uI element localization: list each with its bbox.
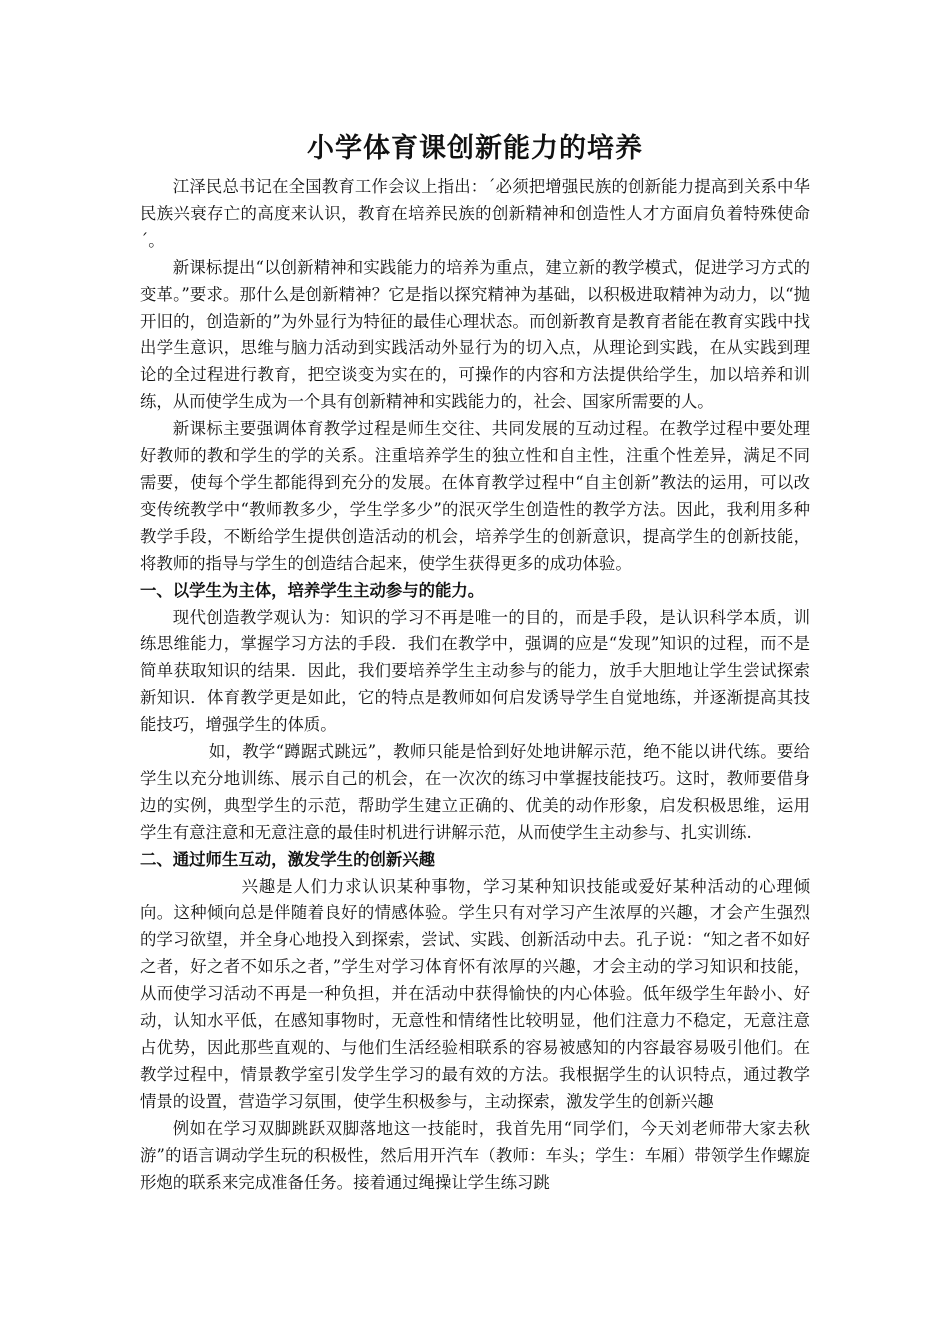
document-title: 小学体育课创新能力的培养: [307, 133, 643, 164]
paragraph-interaction-process: 新课标主要强调体育教学过程是师生交往、共同发展的互动过程。在教学过程中要处理好教师的教和学生的学的关系。注重培养学生的独立性和自主性，注重个性差异，满足不同需要，使每个学生都能得到充分的发展。在体育教学过程中“自主创新”教法的运用，可以改变传统教学中“教师教多少，学生学多少”的泯灭学生创造性的教学方法。因此，我利用多种教学手段，不断给学生提供创造活动的机会，培养学生的创新意识，提高学生的创新技能，将教师的指导与学生的创造结合起来，使学生获得更多的成功体验。: [140, 419, 810, 573]
paragraph-section2-interest: 兴趣是人们力求认识某种事物，学习某种知识技能或爱好某种活动的心理倾向。这种倾向总是伴随着良好的情感体验。学生只有对学习产生浓厚的兴趣，才会产生强烈的学习欲望，并全身心地投入到探索，尝试、实践、创新活动中去。孔子说：“知之者不如好之者，好之者不如乐之者，”学生对学习体育怀有浓厚的兴趣，才会主动的学习知识和技能，从而使学习活动不再是一种负担，并在活动中获得愉快的内心体验。低年级学生年龄小、好动，认知水平低，在感知事物时，无意性和情绪性比较明显，他们注意力不稳定，无意注意占优势，因此那些直观的、与他们生活经验相联系的容易被感知的内容最容易吸引他们。在教学过程中，情景教学室引发学生学习的最有效的方法。我根据学生的认识特点，通过教学情景的设置，营造学习氛围，使学生积极参与，主动探索，激发学生的创新兴趣: [140, 876, 810, 1111]
paragraph-new-curriculum: 新课标提出“以创新精神和实践能力的培养为重点，建立新的教学模式，促进学习方式的变革。”要求。那什么是创新精神？它是指以探究精神为基础，以积极进取精神为动力，以“抛开旧的，创造新的”为外显行为特征的最佳心理状态。而创新教育是教育者能在教育实践中找出学生意识，思维与脑力活动到实践活动外显行为的切入点，从理论到实践，在从实践到理论的全过程进行教育，把空谈变为实在的，可操作的内容和方法提供给学生，加以培养和训练，从而使学生成为一个具有创新精神和实践能力的，社会、国家所需要的人。: [140, 257, 810, 412]
document-page: [140, 128, 810, 1196]
paragraph-section1-example: 如，教学“蹲踞式跳远”，教师只能是恰到好处地讲解示范，绝不能以讲代练。要给学生以充分地训练、展示自己的机会，在一次次的练习中掌握技能技巧。这时，教师要借身边的实例，典型学生的示范，帮助学生建立正确的、优美的动作形象，启发积极思维，运用学生有意注意和无意注意的最佳时机进行讲解示范，从而使学生主动参与、扎实训练.: [140, 742, 810, 842]
paragraph-section2-example: 例如在学习双脚跳跃双脚落地这一技能时，我首先用“同学们，今天刘老师带大家去秋游”的语言调动学生玩的积极性，然后用开汽车（教师：车头；学生：车厢）带领学生作螺旋形炮的联系来完成准备任务。接着通过绳操让学生练习跳: [140, 1118, 810, 1192]
paragraph-section1-theory: 现代创造教学观认为：知识的学习不再是唯一的目的，而是手段，是认识科学本质，训练思维能力，掌握学习方法的手段．我们在教学中，强调的应是“发现”知识的过程，而不是简单获取知识的结果．因此，我们要培养学生主动参与的能力，放手大胆地让学生尝试探索新知识．体育教学更是如此，它的特点是教师如何启发诱导学生自觉地练，并逐渐提高其技能技巧，增强学生的体质。: [140, 607, 810, 735]
section-heading-2: 二、通过师生互动，激发学生的创新兴趣: [140, 849, 436, 869]
section-heading-1: 一、以学生为主体，培养学生主动参与的能力。: [140, 580, 485, 600]
paragraph-intro-quote: 江泽民总书记在全国教育工作会议上指出：´必须把增强民族的创新能力提高到关系中华民族兴衰存亡的高度来认识，教育在培养民族的创新精神和创造性人才方面肩负着特殊使命´。: [140, 177, 810, 250]
